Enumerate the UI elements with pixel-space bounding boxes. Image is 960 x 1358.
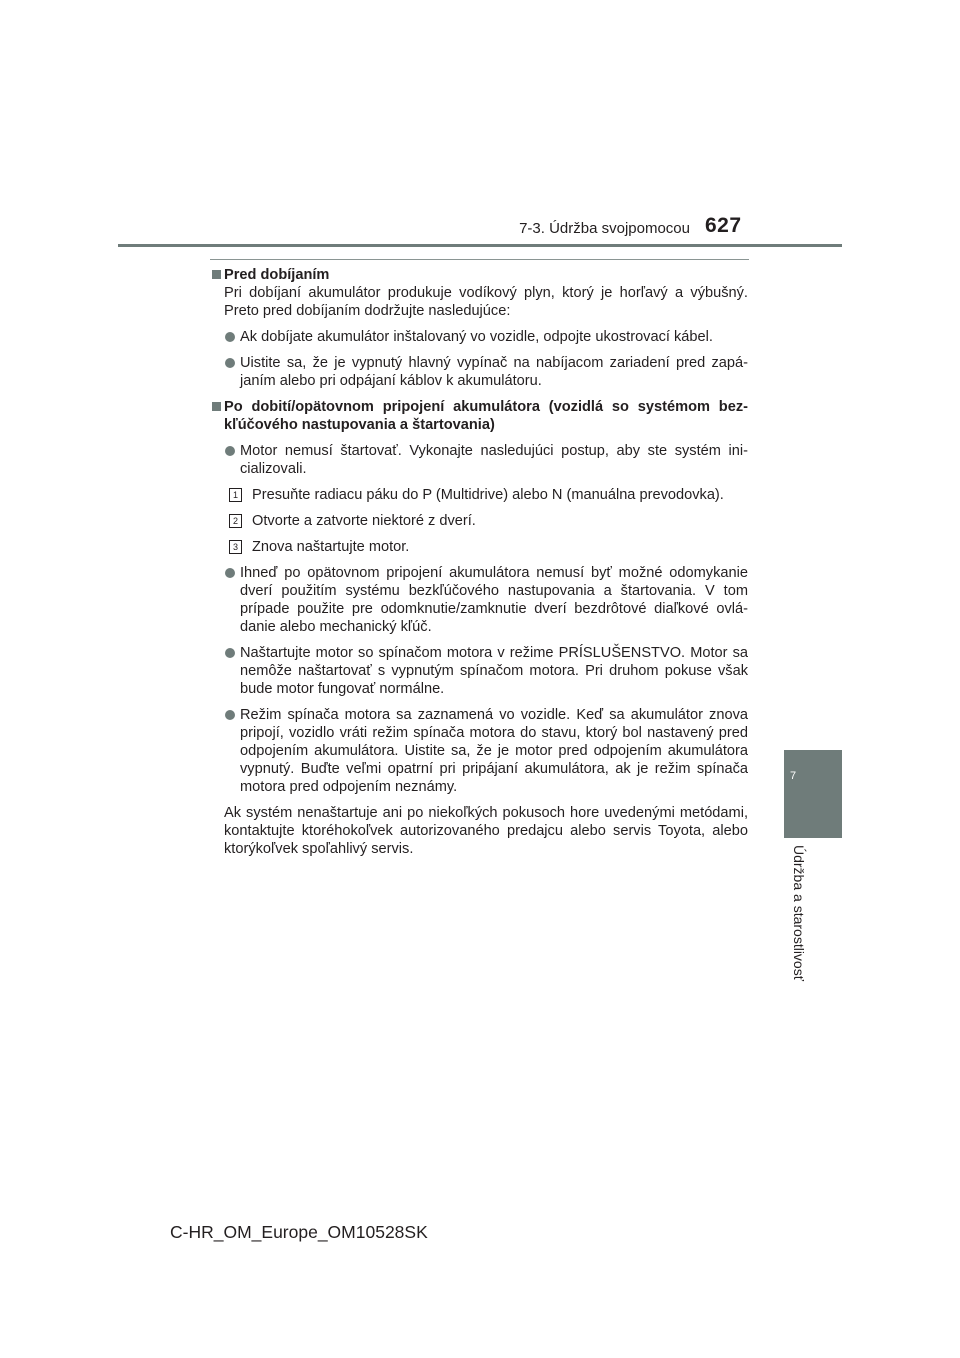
- paragraph: Pri dobíjaní akumulátor produkuje vodíkový plyn, ktorý je horľavý a výbušný. Preto pred dobíjaním dodržujte nasledujúce:: [224, 285, 748, 319]
- step-number-box: 2: [229, 514, 242, 528]
- square-bullet-icon: [212, 270, 221, 279]
- list-item-text: Naštartujte motor so spínačom motora v režime PRÍSLUŠENSTVO. Motor sa nemôže naštartovať s vypnutým spínačom motora. Pri druhom pokuse však bude motor fungovať normálne.: [240, 645, 748, 697]
- section-title: 7-3. Údržba svojpomocou: [519, 220, 690, 237]
- main-content: [212, 266, 748, 858]
- step-item: [212, 486, 748, 504]
- step-text: Presuňte radiacu páku do P (Multidrive) alebo N (manuálna prevodovka).: [252, 487, 724, 503]
- content-divider: [210, 259, 749, 260]
- round-bullet-icon: [225, 446, 235, 456]
- square-bullet-icon: [212, 402, 221, 411]
- chapter-title: Údržba a starostlivosť: [791, 845, 807, 981]
- list-item: [212, 644, 748, 698]
- list-item: [212, 706, 748, 796]
- step-item: [212, 538, 748, 556]
- list-item: [212, 328, 748, 346]
- document-code: C-HR_OM_Europe_OM10528SK: [170, 1222, 428, 1242]
- section-heading-text: Pred dobíjaním: [224, 267, 330, 283]
- round-bullet-icon: [225, 332, 235, 342]
- step-text: Znova naštartujte motor.: [252, 539, 410, 555]
- round-bullet-icon: [225, 358, 235, 368]
- list-item-text: Uistite sa, že je vypnutý hlavný vypínač na nabíjacom zariadení pred zapájaním alebo pri odpájaní káblov k akumulátoru.: [240, 355, 748, 389]
- step-text: Otvorte a zatvorte niektoré z dverí.: [252, 513, 476, 529]
- list-item: [212, 564, 748, 636]
- list-item-text: Ihneď po opätovnom pripojení akumulátora nemusí byť možné odomykanie dverí použitím systému bezkľúčového nastupovania a štartovania. V tom prípade použite pre odomknutie/zamknutie dverí bezdrôtové diaľkové ovládanie alebo mechanický kľúč.: [240, 565, 748, 635]
- section-heading-text: Po dobití/opätovnom pripojení akumulátora (vozidlá so systémom bezkľúčového nastupovania a štartovania): [224, 399, 748, 433]
- closing-paragraph: Ak systém nenaštartuje ani po niekoľkých pokusoch hore uvedenými metódami, kontaktujte ktoréhokoľvek autorizovaného predajcu alebo servis Toyota, alebo ktorýkoľvek spoľahlivý servis.: [224, 805, 748, 857]
- round-bullet-icon: [225, 710, 235, 720]
- list-item-text: Režim spínača motora sa zaznamená vo vozidle. Keď sa akumulátor znova pripojí, vozidlo vráti režim spínača motora do stavu, ktorý bol nastavený pred odpojením akumulátora. Uistite sa, že je motor pred odpojením akumulátora vypnutý. Buďte veľmi opatrní pri pripájaní akumulátora, ak je režim spínača motora pred odpojením neznámy.: [240, 707, 748, 795]
- list-item-text: Ak dobíjate akumulátor inštalovaný vo vozidle, odpojte ukostrovací kábel.: [240, 329, 713, 345]
- step-number-box: 1: [229, 488, 242, 502]
- step-number-box: 3: [229, 540, 242, 554]
- list-item-text: Motor nemusí štartovať. Vykonajte nasledujúci postup, aby ste systém inicializovali.: [240, 443, 748, 477]
- list-item: [212, 442, 748, 478]
- list-item: [212, 354, 748, 390]
- step-item: [212, 512, 748, 530]
- section-heading: [212, 398, 748, 434]
- header-divider: [118, 244, 842, 247]
- section-heading: [212, 266, 748, 284]
- round-bullet-icon: [225, 648, 235, 658]
- round-bullet-icon: [225, 568, 235, 578]
- page-number: 627: [705, 214, 742, 237]
- chapter-tab: [784, 750, 842, 838]
- chapter-number: 7: [790, 770, 797, 782]
